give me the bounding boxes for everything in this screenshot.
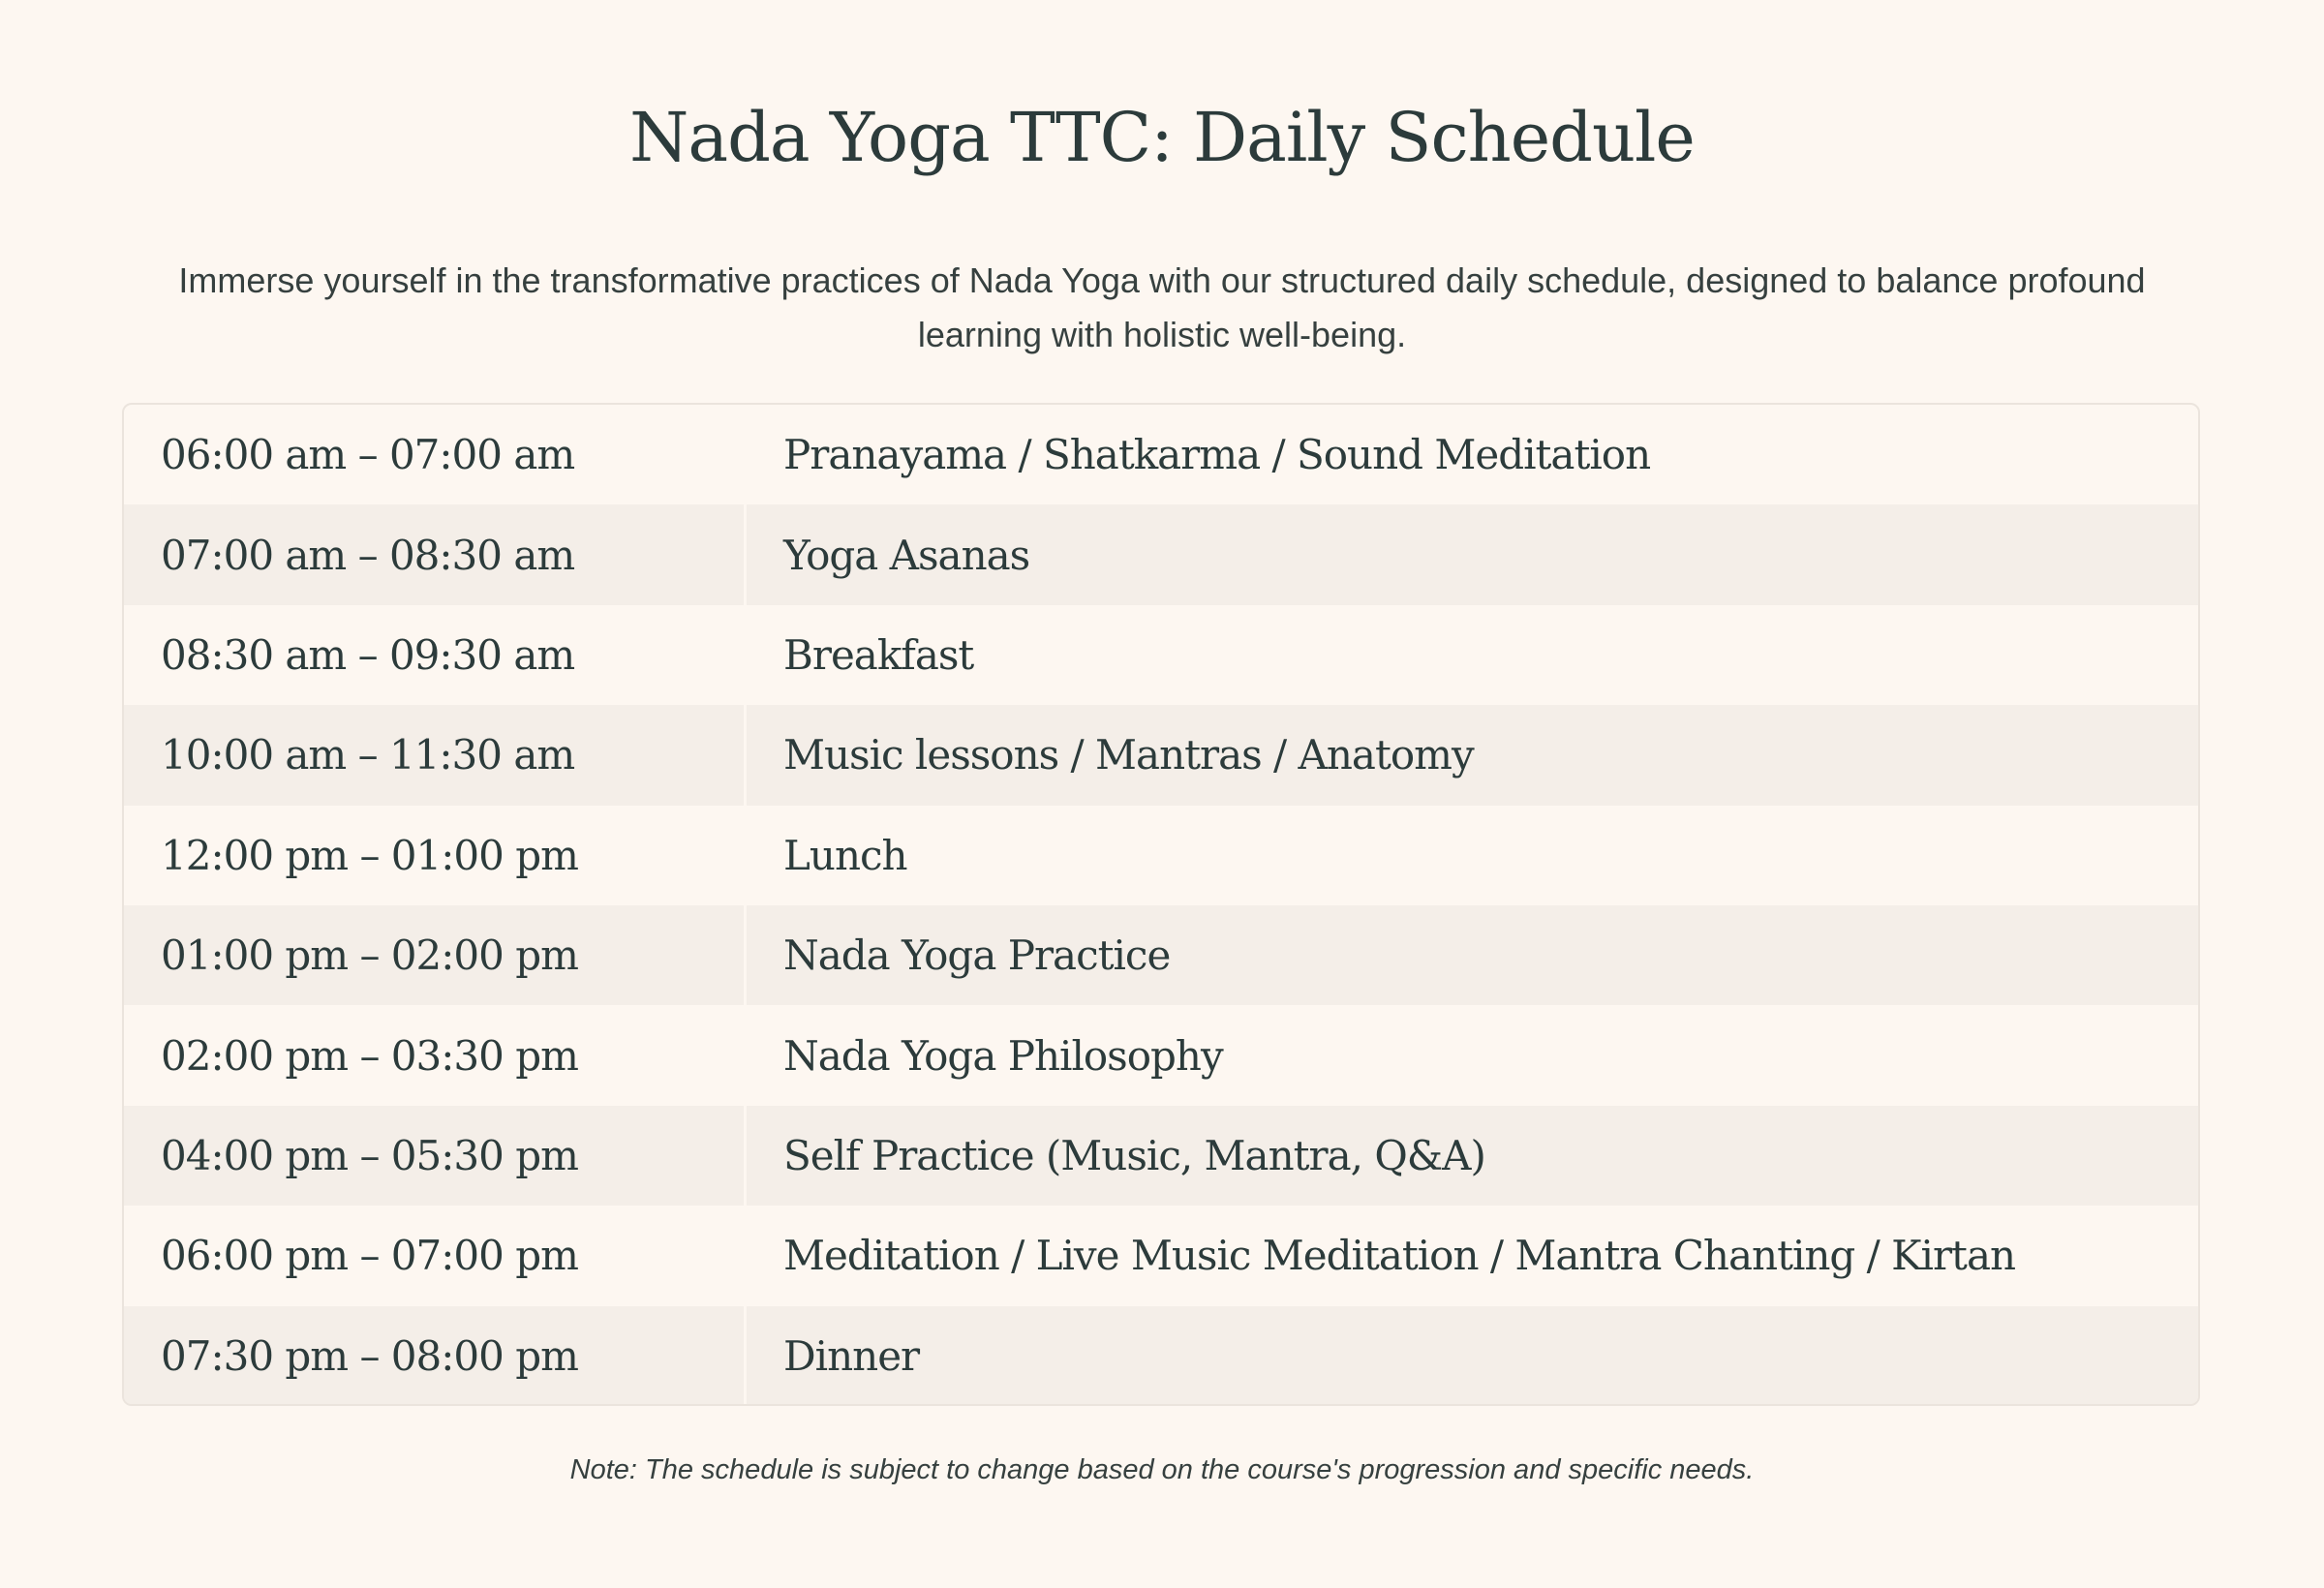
table-row [124, 405, 2198, 504]
activity-cell: Nada Yoga Philosophy [783, 1031, 1223, 1080]
table-row [124, 504, 2198, 604]
table-row [124, 1206, 2198, 1305]
activity-cell: Breakfast [783, 630, 974, 679]
table-row [124, 905, 2198, 1005]
activity-cell: Meditation / Live Music Meditation / Mantra Chanting / Kirtan [783, 1232, 2016, 1280]
intro-text: Immerse yourself in the transformative practices of Nada Yoga with our structured daily schedule, designed to balance profound learning with holistic well-being. [178, 260, 2146, 354]
table-row [124, 1306, 2198, 1406]
table-row [124, 705, 2198, 805]
time-cell: 07:30 pm – 08:00 pm [124, 1306, 747, 1406]
activity-cell: Dinner [783, 1331, 920, 1380]
page-title: Nada Yoga TTC: Daily Schedule [629, 98, 1695, 177]
schedule-note: Note: The schedule is subject to change based on the course's progression and specific needs. [569, 1454, 1755, 1485]
table-row [124, 1106, 2198, 1206]
activity-cell: Yoga Asanas [783, 531, 1030, 579]
activity-cell: Lunch [783, 831, 907, 879]
table-row [124, 1005, 2198, 1105]
time-cell: 08:30 am – 09:30 am [124, 605, 747, 705]
activity-cell: Nada Yoga Practice [783, 931, 1171, 980]
table-row [124, 605, 2198, 705]
activity-cell: Self Practice (Music, Mantra, Q&A) [783, 1131, 1485, 1179]
time-cell: 10:00 am – 11:30 am [124, 705, 747, 805]
time-cell: 12:00 pm – 01:00 pm [124, 806, 747, 905]
time-cell: 06:00 am – 07:00 am [124, 405, 747, 504]
time-cell: 02:00 pm – 03:30 pm [124, 1005, 747, 1105]
time-cell: 06:00 pm – 07:00 pm [124, 1206, 747, 1305]
time-cell: 07:00 am – 08:30 am [124, 504, 747, 604]
time-cell: 01:00 pm – 02:00 pm [124, 905, 747, 1005]
table-row [124, 806, 2198, 905]
activity-cell: Pranayama / Shatkarma / Sound Meditation [783, 431, 1651, 479]
time-cell: 04:00 pm – 05:30 pm [124, 1106, 747, 1206]
activity-cell: Music lessons / Mantras / Anatomy [783, 731, 1474, 779]
schedule-table [122, 403, 2200, 1406]
